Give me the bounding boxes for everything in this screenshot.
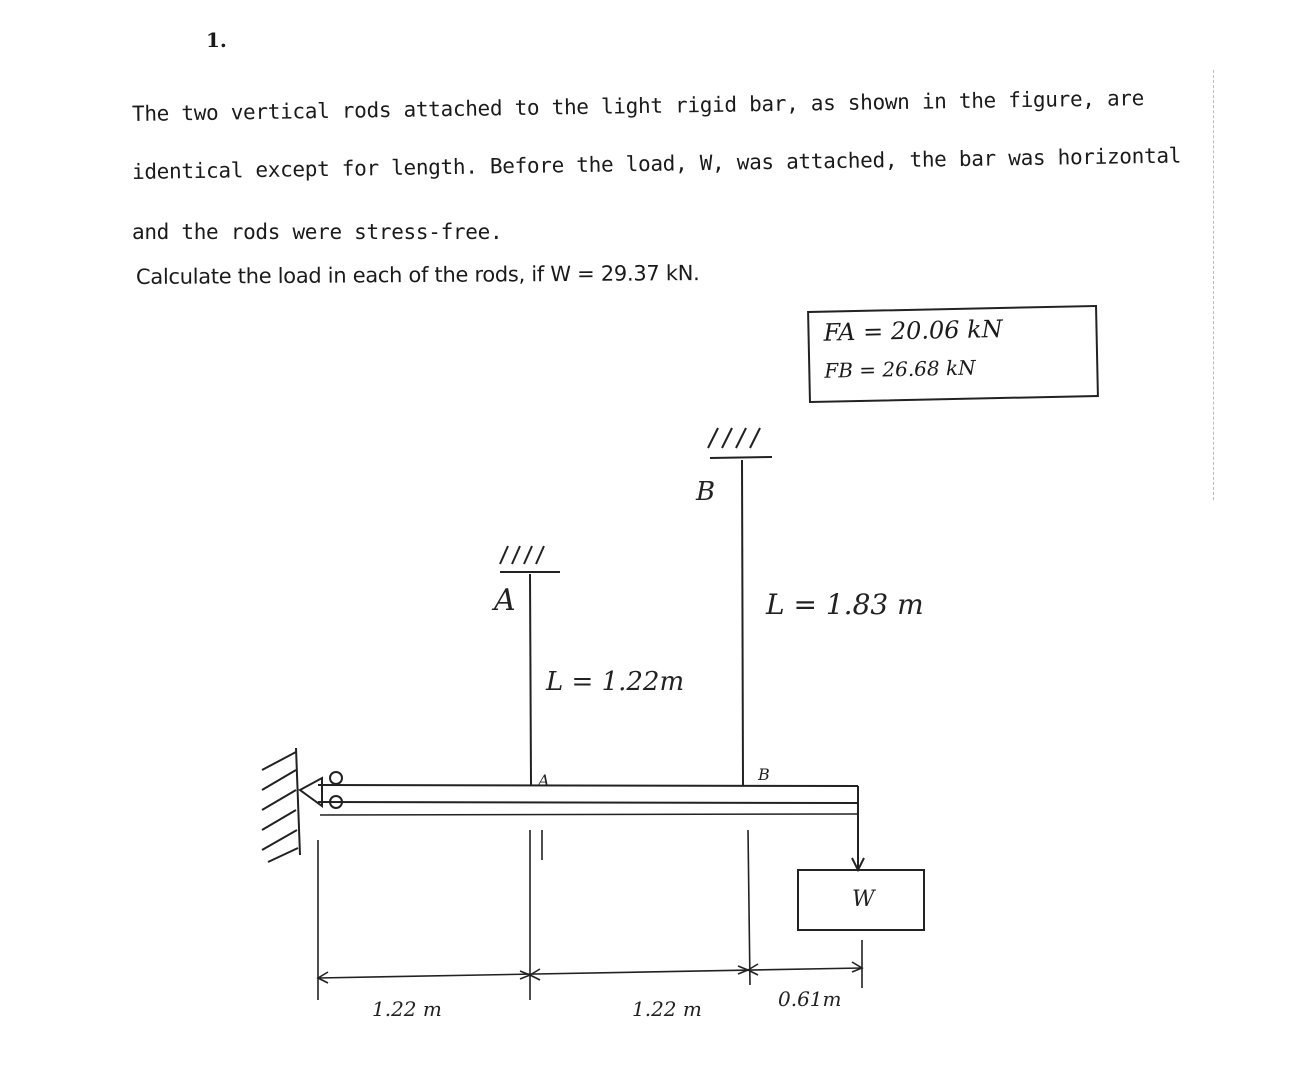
question-number: 1.: [206, 28, 227, 52]
rigid-bar: [318, 785, 858, 815]
problem-text-line-2: identical except for length. Before the load, W, was attached, the bar was horizontal: [131, 143, 1182, 184]
dimension-1: 1.22 m: [372, 997, 442, 1021]
dimension-3: 0.61m: [778, 987, 842, 1011]
bar-point-a: A: [538, 771, 550, 790]
answer-fb: FB = 26.68 kN: [824, 355, 976, 383]
rod-a-length: L = 1.22m: [546, 667, 685, 697]
rod-b: [708, 428, 772, 785]
rod-a-top-label: A: [494, 583, 516, 618]
wall-support-icon: [262, 748, 300, 862]
problem-text-line-3: and the rods were stress-free.: [132, 220, 503, 244]
problem-question-line: Calculate the load in each of the rods, if W = 29.37 kN.: [135, 261, 700, 289]
answer-fa: FA = 20.06 kN: [823, 314, 1003, 347]
bar-point-b: B: [758, 765, 770, 784]
load-label: W: [852, 887, 875, 912]
problem-text-line-1: The two vertical rods attached to the light rigid bar, as shown in the figure, are: [131, 86, 1145, 126]
rod-a: [500, 546, 560, 785]
rod-b-length: L = 1.83 m: [766, 588, 924, 621]
dimension-lines: [318, 830, 862, 1000]
rod-b-top-label: B: [696, 477, 716, 507]
dimension-2: 1.22 m: [632, 997, 702, 1021]
